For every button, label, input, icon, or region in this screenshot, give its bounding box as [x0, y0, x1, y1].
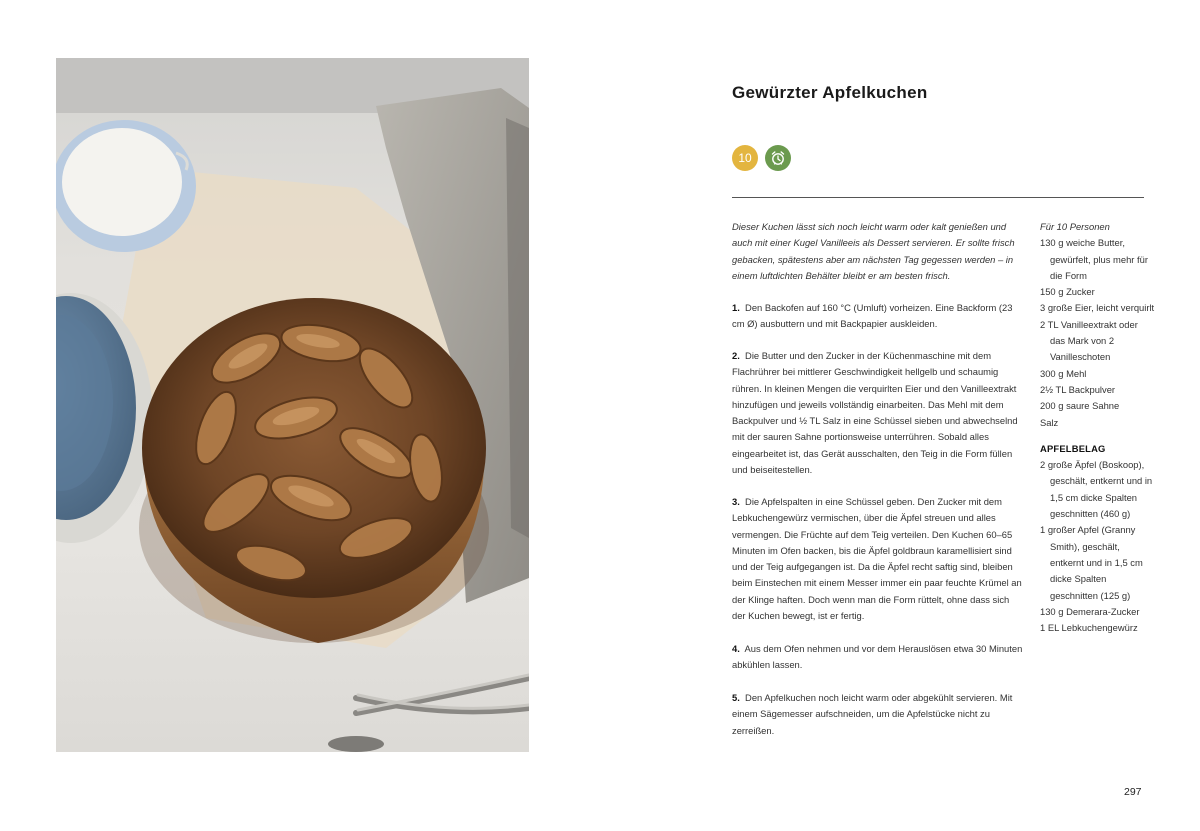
ingredient-item: 300 g Mehl	[1040, 367, 1087, 379]
step-number: 4.	[732, 643, 740, 654]
ingredient-item: 3 große Eier, leicht verquirlt	[1040, 302, 1155, 314]
servings-text: Für 10 Personen	[1040, 221, 1110, 232]
ingredient-item: 150 g Zucker	[1040, 286, 1095, 298]
recipe-title: Gewürzter Apfelkuchen	[732, 83, 928, 102]
step-1	[732, 300, 1024, 333]
divider-rule	[732, 197, 1144, 198]
servings-badge-number: 10	[738, 151, 752, 165]
step-4	[732, 641, 1024, 674]
step-2	[732, 348, 1024, 478]
ingredient-item: 200 g saure Sahne	[1040, 400, 1120, 412]
step-text: Den Apfelkuchen noch leicht warm oder abgekühlt servieren. Mit einem Sägemesser aufschneiden, um die Apfelstücke nicht zu zerreißen.	[732, 692, 1013, 736]
step-text: Den Backofen auf 160 °C (Umluft) vorheizen. Eine Backform (23 cm Ø) ausbuttern und mit Backpapier auskleiden.	[732, 302, 1013, 330]
step-text: Die Butter und den Zucker in der Küchenmaschine mit dem Flachrührer bei mittlerer Geschwindigkeit hellgelb und schaumig rühren. In kleinen Mengen die verquirlten Eier und den Vanilleextrakt hinzufügen und jeweils vollständig einarbeiten. Das Mehl mit dem Backpulver und ½ TL Salz in eine Schüssel sieben und abwechselnd mit der sauren Sahne portionsweise unterrühren. Sobald alles eingearbeitet ist, das Gerät ausschalten, den Teig in die Form füllen und beiseitestellen.	[732, 350, 1018, 476]
page-number: 297	[1124, 786, 1142, 798]
recipe-intro: Dieser Kuchen lässt sich noch leicht warm oder kalt genießen und auch mit einer Kugel Vanilleeis als Dessert servieren. Er sollte frisch gebacken, spätestens aber am nächsten Tag gegessen werden – in einem luftdichten Behälter bleibt er am besten frisch.	[732, 221, 1015, 281]
topping-item: 130 g Demerara-Zucker	[1040, 605, 1140, 617]
step-number: 1.	[732, 302, 740, 313]
topping-item: 2 große Äpfel (Boskoop), geschält, entkernt und in 1,5 cm dicke Spalten geschnitten (460 g)	[1040, 459, 1153, 520]
step-text: Aus dem Ofen nehmen und vor dem Herauslösen etwa 30 Minuten abkühlen lassen.	[732, 643, 1023, 671]
step-number: 3.	[732, 496, 740, 507]
ingredients-list	[1040, 219, 1155, 636]
alarm-clock-icon-glyph	[770, 150, 786, 166]
topping-section-title: APFELBELAG	[1040, 442, 1106, 454]
step-3	[732, 494, 1024, 624]
topping-item: 1 großer Apfel (Granny Smith), geschält, entkernt und in 1,5 cm dicke Spalten geschnitten (125 g)	[1040, 524, 1143, 601]
alarm-clock-icon	[765, 145, 791, 171]
cake-photo-illustration	[56, 58, 529, 752]
ingredient-item: 2½ TL Backpulver	[1040, 383, 1116, 395]
step-5	[732, 690, 1024, 739]
ingredient-item: Salz	[1040, 416, 1059, 428]
step-text: Die Apfelspalten in eine Schüssel geben. Den Zucker mit dem Lebkuchengewürz vermischen, über die Äpfel streuen und alles vermengen. Die Früchte auf dem Teig verteilen. Den Kuchen 60–65 Minuten im Ofen backen, bis die Äpfel goldbraun karamellisiert sind und der Teig aufgegangen ist. Da die Äpfel recht saftig sind, bleiben beim Einstechen mit einem Messer immer ein paar feuchte Krümel an der Klinge haften. Doch wenn man die Form rüttelt, ohne dass sich der Kuchen bewegt, ist er fertig.	[732, 496, 1022, 622]
ingredient-item: 2 TL Vanilleextrakt oder das Mark von 2 Vanilleschoten	[1040, 318, 1138, 363]
ingredient-item: 130 g weiche Butter, gewürfelt, plus mehr für die Form	[1040, 237, 1148, 281]
cake-photo	[56, 58, 529, 752]
topping-item: 1 EL Lebkuchengewürz	[1040, 622, 1138, 634]
step-number: 2.	[732, 350, 740, 361]
step-number: 5.	[732, 692, 740, 703]
servings-badge	[732, 145, 758, 171]
